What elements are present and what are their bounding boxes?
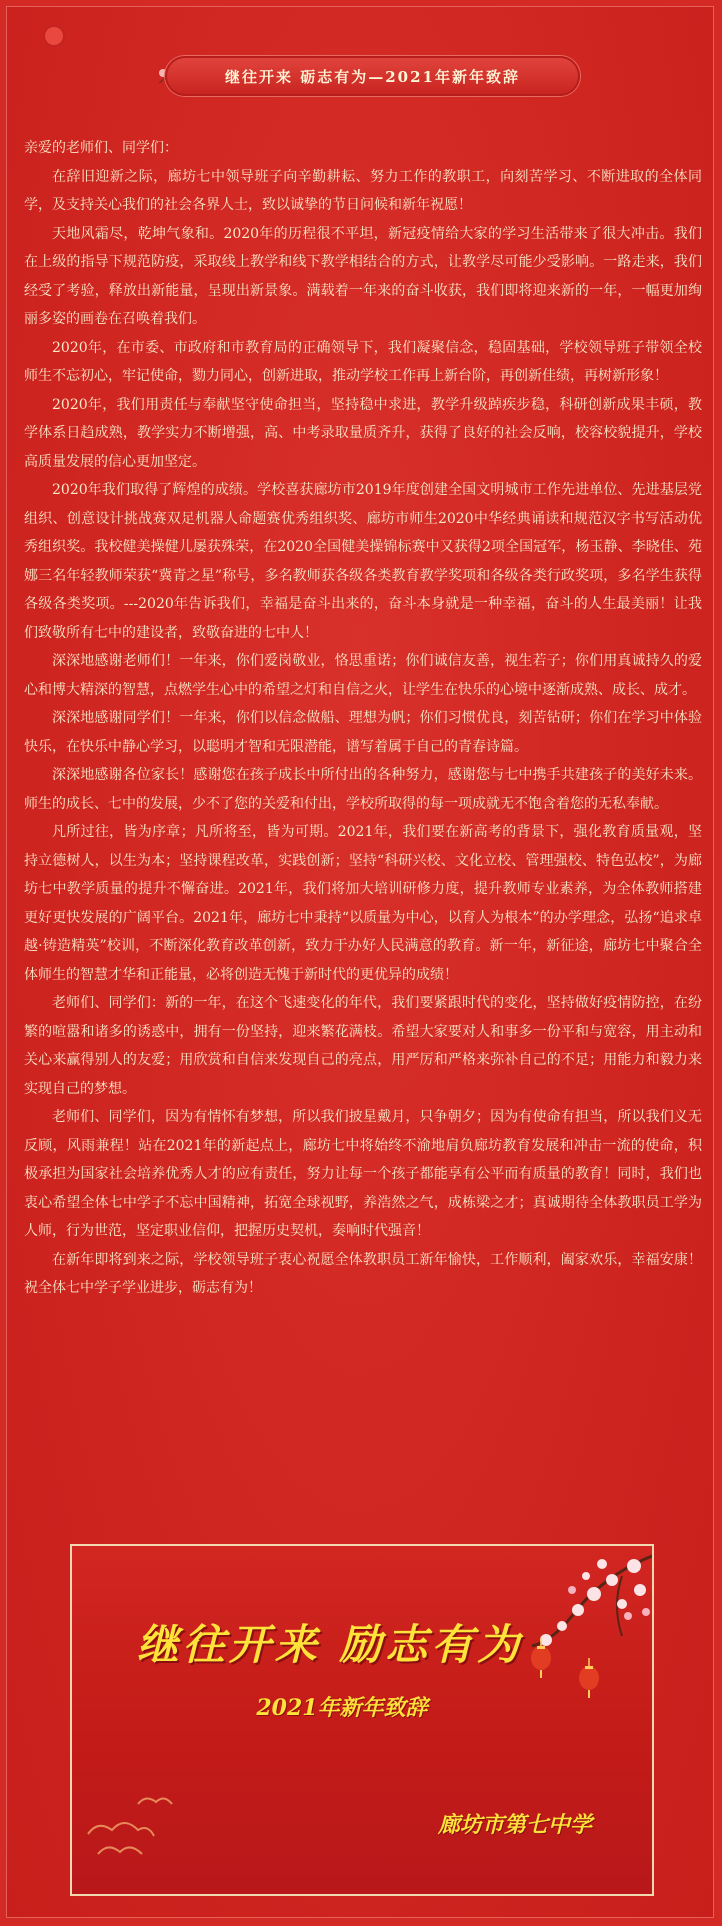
paragraph: 凡所过往，皆为序章；凡所将至，皆为可期。2021年，我们要在新高考的背景下，强化教育质量观，坚持立德树人，以生为本；坚持课程改革，实践创新；坚持“科研兴校、文化立校、管理强校、特色弘校”，为廊坊七中教学质量的提升不懈奋进。2021年，我们将加大培训研修力度，提升教师专业素养，为全体教师搭建更好更快发展的广阔平台。2021年，廊坊七中秉持“以质量为中心，以育人为根本”的办学理念，弘扬“追求卓越·铸造精英”校训，不断深化教育改革创新，致力于办好人民满意的教育。新一年，新征途，廊坊七中聚合全体师生的智慧才华和正能量，必将创造无愧于新时代的更优异的成绩！	[24, 824, 702, 983]
paragraph: 深深地感谢老师们！一年来，你们爱岗敬业，恪思重诺；你们诚信友善，视生若子；你们用真诚持久的爱心和博大精深的智慧，点燃学生心中的希望之灯和自信之火，让学生在快乐的心境中逐渐成熟、成长、成才。	[24, 653, 702, 698]
lantern-icon	[578, 1658, 600, 1698]
article-body	[24, 134, 702, 1303]
header-title: 继往开来 砺志有为—2021年新年致辞	[225, 67, 520, 86]
paragraph: 2020年我们取得了辉煌的成绩。学校喜获廊坊市2019年度创建全国文明城市工作先进单位、先进基层党组织、创意设计挑战赛双足机器人命题赛优秀组织奖、廊坊市师生2020中华经典诵读和规范汉字书写活动优秀组织奖。我校健美操健儿屡获殊荣，在2020全国健美操锦标赛中又获得2项全国冠军，杨玉静、李晓佳、苑娜三名年轻教师荣获“冀青之星”称号，多名教师获各级各类教育教学奖项和各级各类行政奖项，多名学生获得各级各类奖项。---2020年告诉我们，幸福是奋斗出来的，奋斗本身就是一种幸福，奋斗的人生最美丽！让我们致敬所有七中的建设者，致敬奋进的七中人！	[24, 482, 702, 641]
paragraph: 在新年即将到来之际，学校领导班子衷心祝愿全体教职员工新年愉快，工作顺利，阖家欢乐，幸福安康！祝全体七中学子学业进步，砺志有为！	[24, 1251, 702, 1296]
paragraph: 深深地感谢各位家长！感谢您在孩子成长中所付出的各种努力，感谢您与七中携手共建孩子的美好未来。师生的成长、七中的发展，少不了您的关爱和付出，学校所取得的每一项成就无不饱含着您的无私奉献。	[24, 767, 702, 812]
paragraph: 2020年，我们用责任与奉献坚守使命担当，坚持稳中求进，教学升级踔疾步稳，科研创新成果丰硕，教学体系日趋成熟，教学实力不断增强，高、中考录取量质齐升，获得了良好的社会反响，校容校貌提升，学校高质量发展的信心更加坚定。	[24, 396, 702, 470]
auspicious-cloud-icon	[78, 1774, 198, 1874]
school-name: 廊坊市第七中学	[437, 1812, 592, 1838]
lantern-icon	[45, 27, 63, 45]
greeting: 亲爱的老师们、同学们：	[24, 140, 178, 156]
paragraph: 深深地感谢同学们！一年来，你们以信念做船、理想为帆；你们习惯优良，刻苦钻研；你们在学习中体验快乐，在快乐中静心学习，以聪明才智和无限潜能，谱写着属于自己的青春诗篇。	[24, 710, 702, 755]
header-banner	[165, 56, 580, 96]
new-year-banner-image	[70, 1544, 654, 1896]
paragraph: 老师们、同学们，因为有情怀有梦想，所以我们披星戴月，只争朝夕；因为有使命有担当，所以我们义无反顾，风雨兼程！站在2021年的新起点上，廊坊七中将始终不渝地肩负廊坊教育发展和冲击一流的使命，积极承担为国家社会培养优秀人才的应有责任，努力让每一个孩子都能享有公平而有质量的教育！同时，我们也衷心希望全体七中学子不忘中国精神，拓宽全球视野，养浩然之气，成栋梁之才；真诚期待全体教职员工学为人师，行为世范，坚定职业信仰，把握历史契机，奏响时代强音！	[24, 1109, 702, 1239]
paragraph: 2020年，在市委、市政府和市教育局的正确领导下，我们凝聚信念，稳固基础，学校领导班子带领全校师生不忘初心，牢记使命，勠力同心，创新进取，推动学校工作再上新台阶，再创新佳绩，再树新形象！	[24, 339, 702, 384]
banner-title: 继往开来 励志有为	[136, 1620, 524, 1669]
banner-subtitle: 2021年新年致辞	[256, 1695, 428, 1721]
paragraph: 在辞旧迎新之际，廊坊七中领导班子向辛勤耕耘、努力工作的教职工，向刻苦学习、不断进取的全体同学，及支持关心我们的社会各界人士，致以诚挚的节日问候和新年祝愿！	[24, 168, 702, 213]
paragraph: 天地风霜尽，乾坤气象和。2020年的历程很不平坦，新冠疫情给大家的学习生活带来了很大冲击。我们在上级的指导下规范防疫，采取线上教学和线下教学相结合的方式，让教学尽可能少受影响。一路走来，我们经受了考验，释放出新能量，呈现出新景象。满载着一年来的奋斗收获，我们即将迎来新的一年，一幅更加绚丽多姿的画卷在召唤着我们。	[24, 225, 702, 327]
paragraph: 老师们、同学们：新的一年，在这个飞速变化的年代，我们要紧跟时代的变化，坚持做好疫情防控，在纷繁的喧嚣和诸多的诱惑中，拥有一份坚持，迎来繁花满枝。希望大家要对人和事多一份平和与宽容，用主动和关心来赢得别人的友爱；用欣赏和自信来发现自己的亮点，用严厉和严格来弥补自己的不足；用能力和毅力来实现自己的梦想。	[24, 995, 702, 1097]
